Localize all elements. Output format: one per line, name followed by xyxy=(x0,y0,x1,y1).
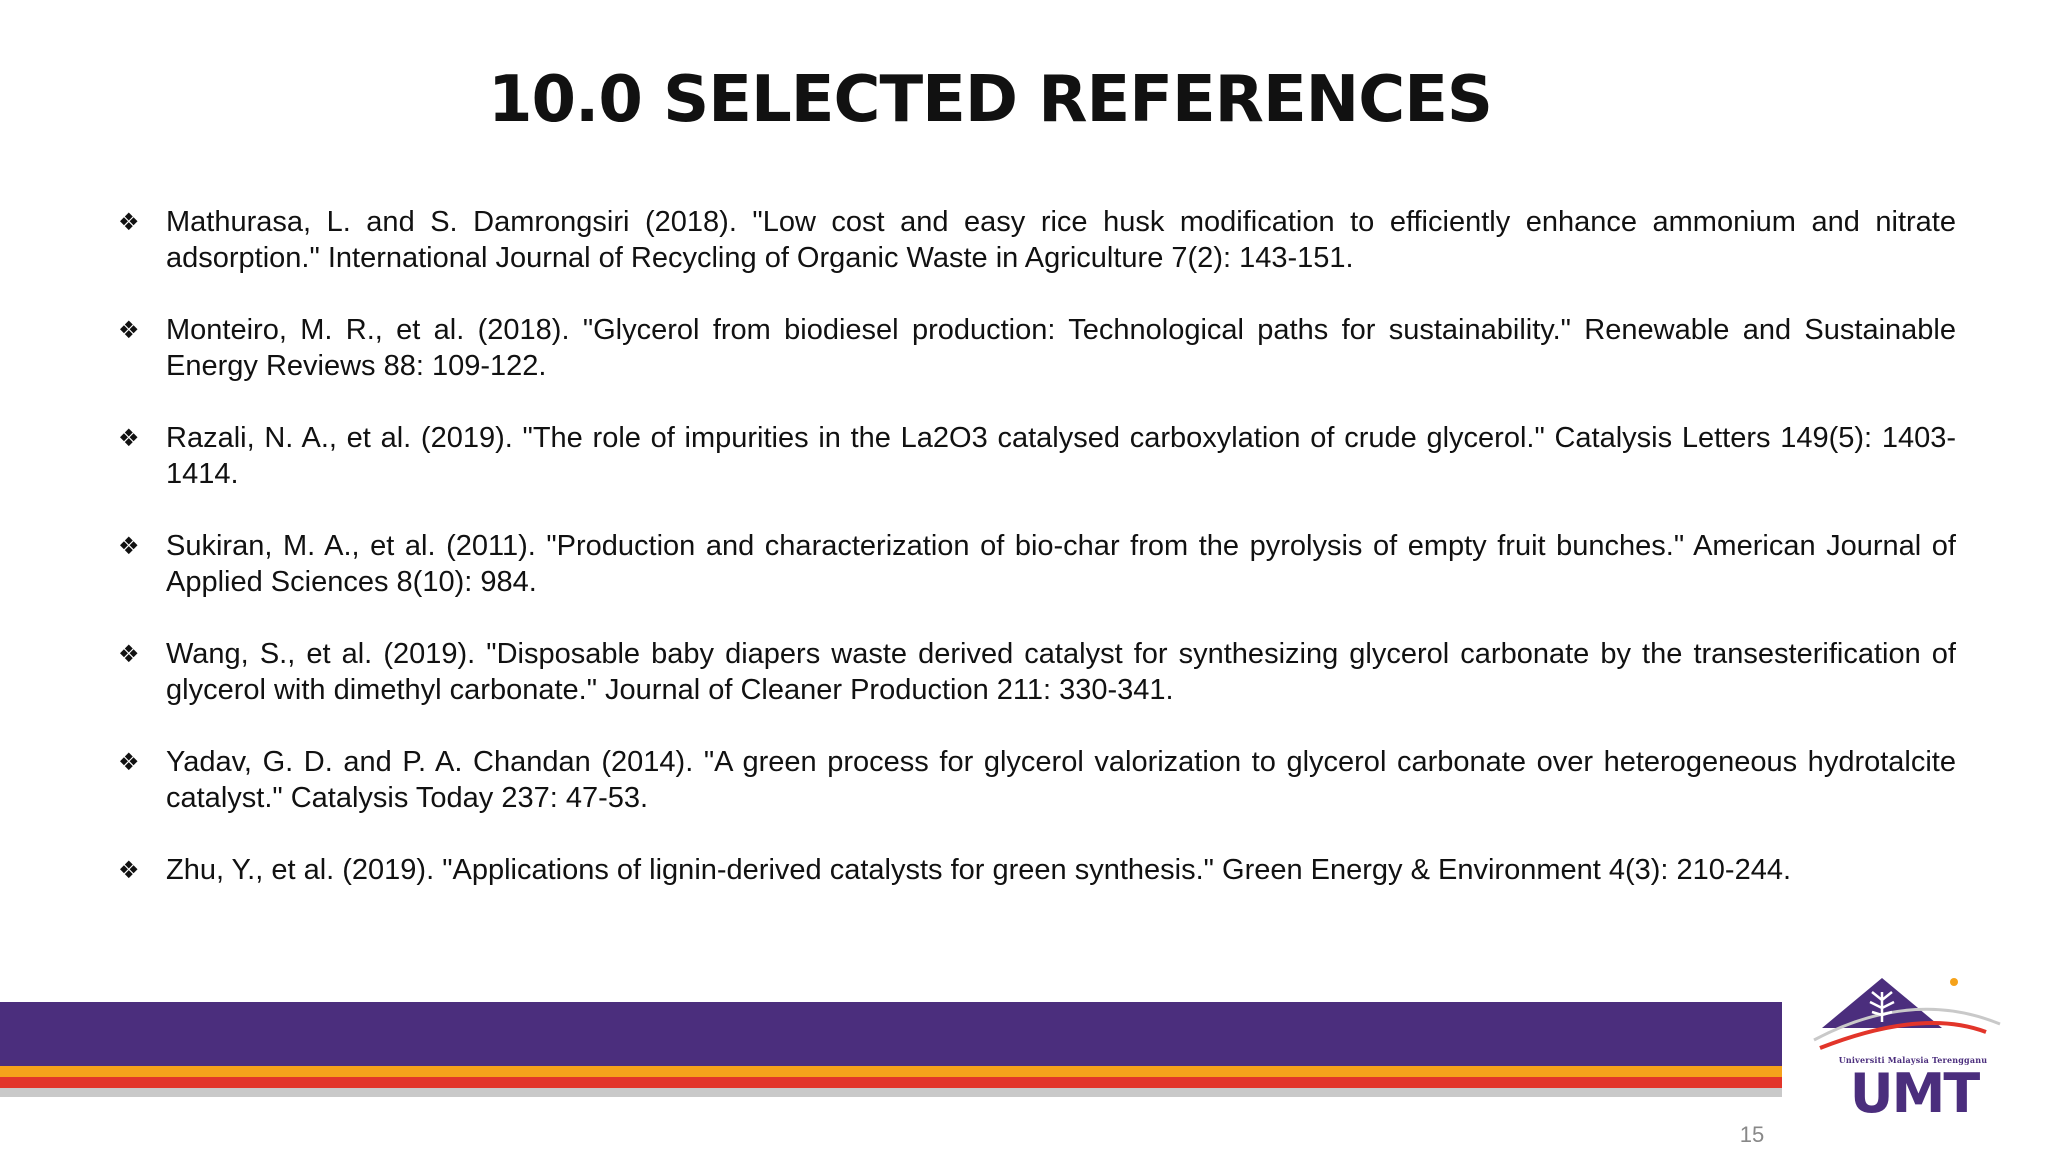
list-item xyxy=(118,528,1956,600)
list-item xyxy=(118,636,1956,708)
footer-band-grey xyxy=(0,1088,1782,1097)
list-item xyxy=(118,312,1956,384)
diamond-bullet-icon: ❖ xyxy=(118,532,140,560)
reference-text: Zhu, Y., et al. (2019). "Applications of lignin-derived catalysts for green synthesis." Green Energy & Environment 4(3): 210-244. xyxy=(166,854,1792,886)
list-item xyxy=(118,420,1956,492)
footer-band-purple xyxy=(0,1002,1782,1066)
list-item xyxy=(118,744,1956,816)
reference-text: Razali, N. A., et al. (2019). "The role of impurities in the La2O3 catalysed carboxylation of crude glycerol." Catalysis Letters 149(5): 1403-1414. xyxy=(166,422,1956,490)
diamond-bullet-icon: ❖ xyxy=(118,208,140,236)
logo-caption: Universiti Malaysia Terengganu xyxy=(1838,1055,1988,1065)
footer-band-orange xyxy=(0,1066,1782,1077)
diamond-bullet-icon: ❖ xyxy=(118,856,140,884)
reference-text: Yadav, G. D. and P. A. Chandan (2014). "A green process for glycerol valorization to glycerol carbonate over heterogeneous hydrotalcite catalyst." Catalysis Today 237: 47-53. xyxy=(166,746,1956,814)
page-title: 10.0 SELECTED REFERENCES xyxy=(487,63,1493,137)
reference-list xyxy=(118,204,1956,924)
reference-text: Monteiro, M. R., et al. (2018). "Glycerol from biodiesel production: Technological paths for sustainability." Renewable and Sustainable Energy Reviews 88: 109-122. xyxy=(166,314,1956,382)
diamond-bullet-icon: ❖ xyxy=(118,640,140,668)
footer-band-red xyxy=(0,1077,1782,1088)
diamond-bullet-icon: ❖ xyxy=(118,316,140,344)
reference-text: Mathurasa, L. and S. Damrongsiri (2018). "Low cost and easy rice husk modification to efficiently enhance ammonium and nitrate adsorption." International Journal of Recycling of Organic Waste in Agriculture 7(2): 143-151. xyxy=(166,206,1956,274)
list-item xyxy=(118,852,1956,888)
diamond-bullet-icon: ❖ xyxy=(118,748,140,776)
logo-wordmark: UMT xyxy=(1849,1062,1979,1125)
diamond-bullet-icon: ❖ xyxy=(118,424,140,452)
page-number: 15 xyxy=(1739,1122,1765,1147)
list-item xyxy=(118,204,1956,276)
reference-text: Wang, S., et al. (2019). "Disposable baby diapers waste derived catalyst for synthesizing glycerol carbonate by the transesterification of glycerol with dimethyl carbonate." Journal of Cleaner Production 211: 330-341. xyxy=(166,638,1956,706)
reference-text: Sukiran, M. A., et al. (2011). "Production and characterization of bio-char from the pyrolysis of empty fruit bunches." American Journal of Applied Sciences 8(10): 984. xyxy=(166,530,1956,598)
